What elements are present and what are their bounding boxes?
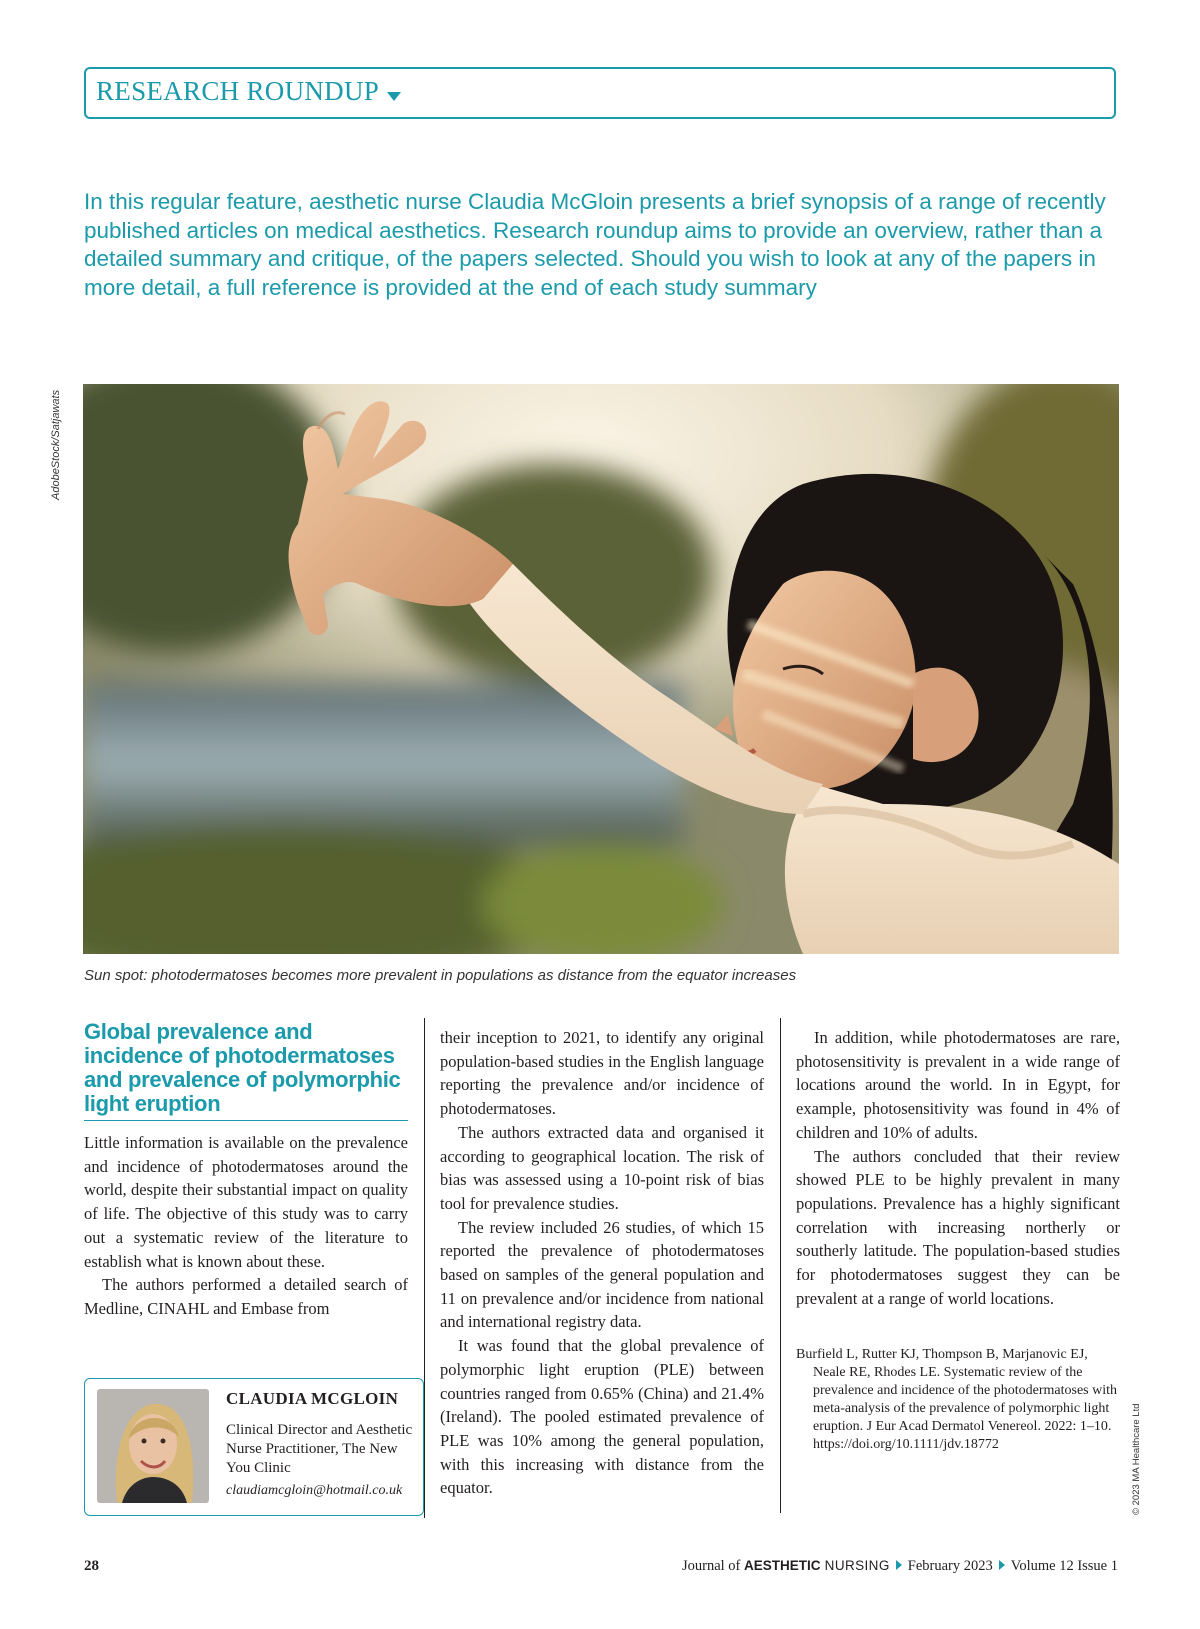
- journal-name-bold: AESTHETIC: [744, 1558, 821, 1573]
- reference: Burfield L, Rutter KJ, Thompson B, Marjanovic EJ, Neale RE, Rhodes LE. Systematic review of the prevalence and incidence of the photodermatoses with meta-analysis of the prevalence of polymorphic light eruption. J Eur Acad Dermatol Venereol. 2022: 1–10. https://doi.org/10.1111/jdv.18772: [796, 1347, 1117, 1453]
- photo-credit: AdobeStock/Satjawats: [50, 389, 62, 500]
- issue-date: February 2023: [907, 1558, 993, 1574]
- body-paragraph: Little information is available on the prevalence and incidence of photodermatoses around the world, despite their substantial impact on quality of life. The objective of this study was to carry out a systematic review of the literature to establish what is known about these.: [84, 1133, 408, 1271]
- author-name: CLAUDIA MCGLOIN: [226, 1389, 399, 1408]
- journal-footer: [682, 1558, 1118, 1575]
- article-column-3: [796, 1026, 1120, 1454]
- copyright-notice: © 2023 MA Healthcare Ltd: [1131, 1403, 1142, 1515]
- body-paragraph: It was found that the global prevalence of polymorphic light eruption (PLE) between countries ranged from 0.65% (China) and 21.4% (Ireland). The pooled estimated prevalence of PLE was 10% among the general population, with this increasing with distance from the equator.: [440, 1336, 764, 1498]
- column-divider: [780, 1018, 781, 1513]
- journal-prefix: Journal of: [682, 1558, 745, 1574]
- column-divider: [424, 1018, 425, 1518]
- body-paragraph: The review included 26 studies, of which 15 reported the prevalence of photodermatoses based on samples of the general population and 11 on prevalence and/or incidence from national and international registry data.: [440, 1217, 764, 1332]
- section-title: RESEARCH ROUNDUP: [96, 76, 401, 109]
- author-role: Clinical Director and Aesthetic Nurse Practitioner, The New You Clinic: [226, 1422, 413, 1476]
- journal-name-suffix: NURSING: [820, 1558, 890, 1573]
- feature-photo: [83, 384, 1119, 954]
- author-email[interactable]: claudiamcgloin@hotmail.co.uk: [226, 1483, 403, 1498]
- author-avatar: [97, 1389, 209, 1503]
- body-paragraph: their inception to 2021, to identify any original population-based studies in the English language reporting the prevalence and/or incidence of photodermatoses.: [440, 1028, 764, 1119]
- body-paragraph: The authors concluded that their review showed PLE to be highly prevalent in many populations. Prevalence has a highly significant correlation with increasing northerly or southerly latitude. The population-based studies for photodermatoses suggest they can be prevalent at a range of world locations.: [796, 1146, 1120, 1308]
- triangle-right-icon: [896, 1560, 902, 1570]
- author-card: [84, 1378, 424, 1516]
- photo-caption: Sun spot: photodermatoses becomes more prevalent in populations as distance from the equator increases: [84, 967, 797, 984]
- body-paragraph: The authors extracted data and organised it according to geographical location. The risk of bias was assessed using a 10-point risk of bias tool for prevalence studies.: [440, 1122, 764, 1213]
- body-paragraph: In addition, while photodermatoses are rare, photosensitivity is prevalent in a wide range of locations around the world. In in Egypt, for example, photosensitivity was found in 4% of children and 10% of adults.: [796, 1028, 1120, 1142]
- page-number: 28: [84, 1558, 99, 1574]
- section-header: [84, 67, 1116, 119]
- article-heading: Global prevalence and incidence of photodermatoses and prevalence of polymorphic light eruption: [84, 1020, 408, 1121]
- article-column-1: [84, 1020, 408, 1321]
- article-column-2: [440, 1026, 764, 1500]
- triangle-right-icon: [999, 1560, 1005, 1570]
- caret-down-icon: [387, 78, 401, 109]
- issue-volume: Volume 12 Issue 1: [1010, 1558, 1118, 1574]
- intro-paragraph: In this regular feature, aesthetic nurse Claudia McGloin presents a brief synopsis of a range of recently published articles on medical aesthetics. Research roundup aims to provide an overview, rather than a detailed summary and critique, of the papers selected. Should you wish to look at any of the papers in more detail, a full reference is provided at the end of each study summary: [84, 189, 1106, 300]
- body-paragraph: The authors performed a detailed search of Medline, CINAHL and Embase from: [84, 1275, 408, 1318]
